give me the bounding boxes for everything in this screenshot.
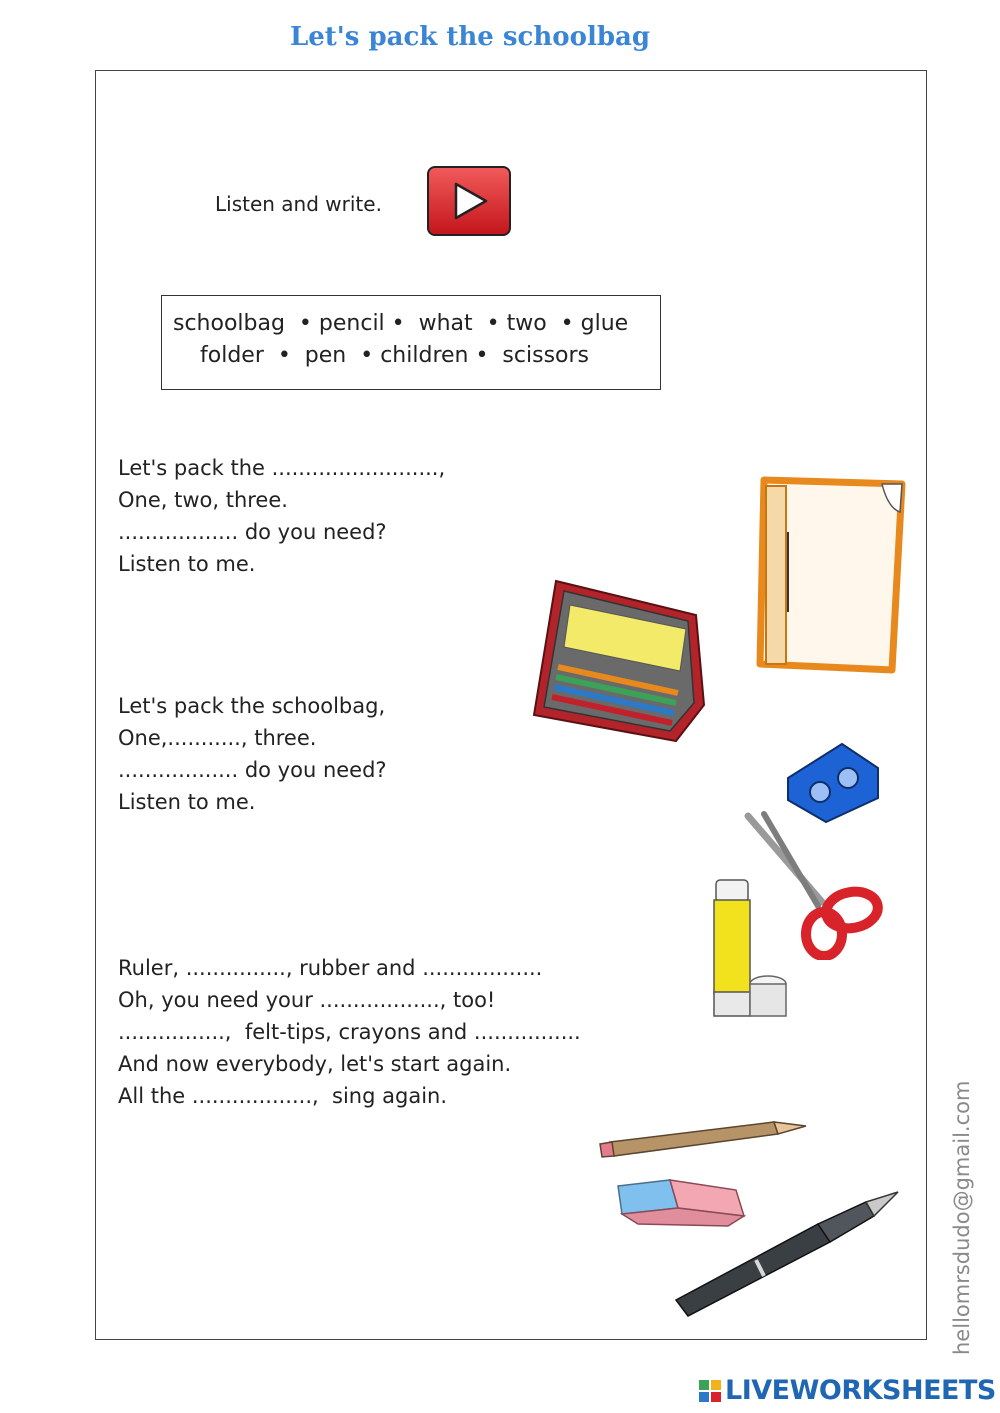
brand-logo[interactable] [698,1375,996,1406]
word-bank-line-2: folder • pen • children • scissors [200,343,589,368]
stanza-2 [118,690,387,818]
stanza-line: Oh, you need your .................., too! [118,988,496,1012]
liveworksheets-logo-icon [698,1379,722,1403]
word-bank-line-1: schoolbag • pencil • what • two • glue [173,311,629,336]
brand-name: LIVEWORKSHEETS [725,1375,996,1406]
play-audio-button[interactable] [427,166,511,236]
stanza-line: Listen to me. [118,790,256,814]
stanza-line: Let's pack the schoolbag, [118,694,386,718]
stanza-line: One, two, three. [118,488,288,512]
folder-illustration [752,472,917,677]
stanza-3 [118,952,581,1112]
pencil-case-illustration [528,575,718,745]
stanza-line: Let's pack the ........................., [118,456,446,480]
stanza-1 [118,452,445,580]
fountain-pen-illustration [668,1188,902,1320]
stanza-line: One,..........., three. [118,726,317,750]
stanza-line: All the .................., sing again. [118,1084,448,1108]
glue-stick-illustration [708,876,790,1024]
stanza-line: .................. do you need? [118,758,387,782]
page-title: Let's pack the schoolbag [289,22,651,52]
instruction-text: Listen and write. [215,192,382,216]
pencil-illustration [598,1112,810,1162]
stanza-line: .................. do you need? [118,520,387,544]
word-bank [161,295,661,390]
stanza-line: Ruler, ..............., rubber and .................. [118,956,543,980]
stanza-line: And now everybody, let's start again. [118,1052,512,1076]
author-credit: hellomrsdudo@gmail.com [950,1080,974,1355]
play-icon [453,181,489,221]
stanza-line: ................, felt-tips, crayons and ................ [118,1020,581,1044]
stanza-line: Listen to me. [118,552,256,576]
